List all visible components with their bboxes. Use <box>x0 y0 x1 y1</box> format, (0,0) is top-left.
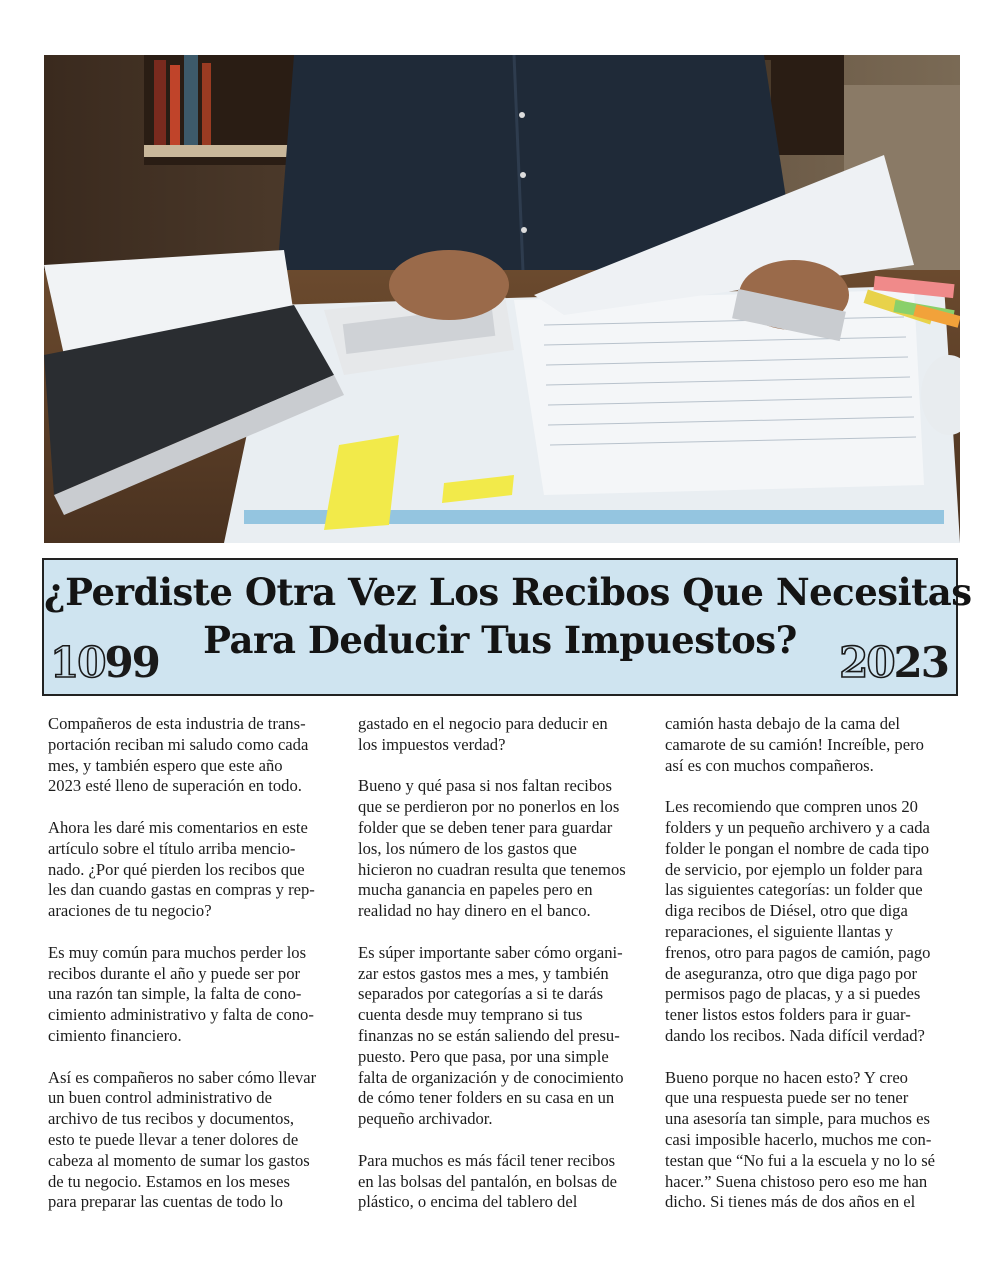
article-column-3 <box>665 714 955 1234</box>
header-photo <box>44 55 960 543</box>
paragraph: Es súper importante saber cómo organi- zar estos gastos mes a mes, y también separados por categorías a si te darás cuenta desde muy temprano si tus finanzas no se están saliendo del presu- puesto. Pero que pasa, por una simple falta de organización y de conocimiento de cómo tener folders en su casa en un pequeño archivador. <box>358 942 624 1129</box>
article-column-1 <box>48 714 338 1234</box>
year-solid-part: 23 <box>893 638 948 687</box>
paragraph: Bueno y qué pasa si nos faltan recibos que se perdieron por no ponerlos en los folder que se deben tener para guardar los, los número de los gastos que hicieron no cuadran resulta que tenemos mucha ganancia en papeles pero en realidad no hay dinero en el banco. <box>358 776 626 921</box>
title-banner <box>42 558 972 696</box>
article-title-line-1: ¿Perdiste Otra Vez Los Recibos Que Necesitas <box>44 570 972 614</box>
form-number-outline-part: 10 <box>50 638 105 687</box>
paragraph: Es muy común para muchos perder los recibos durante el año y puede ser por una razón tan simple, la falta de cono- cimiento administrativo y falta de cono- cimiento financiero. <box>48 942 314 1045</box>
article-title-line-2: Para Deducir Tus Impuestos? <box>203 618 797 662</box>
photo-illustration <box>44 55 960 543</box>
paragraph: Compañeros de esta industria de trans- portación reciban mi saludo como cada mes, y también espero que este año 2023 esté lleno de superación en todo. <box>48 714 309 796</box>
year-number-2023 <box>839 638 948 687</box>
form-number-solid-part: 99 <box>104 638 159 687</box>
paragraph: camión hasta debajo de la cama del camarote de su camión! Increíble, pero así es con muchos compañeros. <box>665 714 924 775</box>
paragraph: Así es compañeros no saber cómo llevar un buen control administrativo de archivo de tus recibos y documentos, esto te puede llevar a tener dolores de cabeza al momento de sumar los gastos de tu negocio. Estamos en los meses para preparar las cuentas de todo lo <box>48 1067 317 1212</box>
paragraph: Bueno porque no hacen esto? Y creo que una respuesta puede ser no tener una asesoría tan simple, para muchos es casi imposible hacerlo, muchos me con- testan que “No fui a la escuela y no lo sé hacer.” Suena chistoso pero eso me han dicho. Si tienes más de dos años en el <box>665 1067 936 1212</box>
article-column-2 <box>358 714 648 1234</box>
year-outline-part: 20 <box>839 638 894 687</box>
paragraph: Ahora les daré mis comentarios en este artículo sobre el título arriba mencio- nado. ¿Por qué pierden los recibos que les dan cuando gastas en compras y rep- araciones de tu negocio? <box>48 817 315 921</box>
paragraph: Para muchos es más fácil tener recibos en las bolsas del pantalón, en bolsas de plástico, o encima del tablero del <box>358 1150 617 1212</box>
form-number-1099 <box>50 638 159 687</box>
paragraph: Les recomiendo que compren unos 20 folders y un pequeño archivero y a cada folder le pongan el nombre de cada tipo de servicio, por ejemplo un folder para las siguientes categorías: un folder que diga recibos de Diésel, otro que diga reparaciones, el siguiente llantas y frenos, otro para pagos de camión, pago de aseguranza, otro que diga pago por permisos pago de placas, y a si puedes tener listos estos folders para ir guar- dando los recibos. Nada difícil verdad? <box>665 797 931 1045</box>
paragraph: gastado en el negocio para deducir en los impuestos verdad? <box>358 714 608 754</box>
